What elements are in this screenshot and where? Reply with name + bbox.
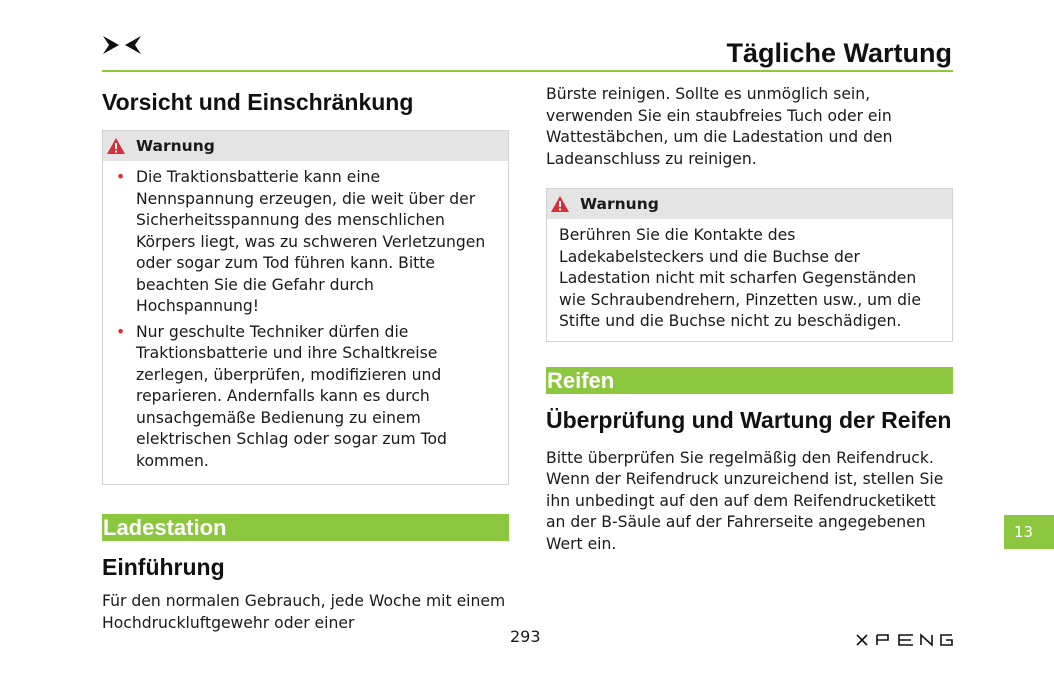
right-column (546, 80, 953, 555)
warning-list (115, 167, 498, 472)
subheading-tire-inspection: Überprüfung und Wartung der Reifen (546, 406, 952, 433)
page-number: 293 (510, 627, 541, 646)
warning-text: Berühren Sie die Kontakte des Ladekabelsteckers und die Buchse der Ladestation nicht mit scharfen Gegenständen wie Schraubendrehern, Pinzetten usw., um die Stifte und die Buchse nicht zu beschädigen. (559, 226, 921, 330)
warning-item-text: Die Traktionsbatterie kann eine Nennspannung erzeugen, die weit über der Sicherheitsspannung des menschlichen Körpers liegt, was zu schweren Verletzungen oder sogar zum Tod führen kann. Bitte beachten Sie die Gefahr durch Hochspannung! (136, 168, 486, 315)
warning-box (102, 130, 509, 485)
left-column (102, 80, 509, 634)
body-paragraph: Bürste reinigen. Sollte es unmöglich sein, verwenden Sie ein staubfreies Tuch oder ein Wattestäbchen, um die Ladestation und den Ladeanschluss zu reinigen. (546, 85, 893, 168)
warning-header (103, 131, 508, 161)
bullet: • (116, 322, 126, 341)
warning-label: Warnung (580, 195, 659, 213)
chapter-tab[interactable]: 13 (1004, 515, 1054, 549)
body-paragraph: Für den normalen Gebrauch, jede Woche mit einem Hochdruckluftgewehr oder einer (102, 592, 506, 632)
bullet: • (116, 168, 126, 186)
list-item (115, 167, 498, 318)
warning-body (103, 161, 508, 484)
subheading-introduction: Einführung (102, 554, 225, 580)
warning-label: Warnung (136, 137, 215, 155)
xpeng-wordmark-logo (855, 633, 954, 647)
warning-item-text: Nur geschulte Techniker dürfen die Traktionsbatterie und ihre Schaltkreise zerlegen, überprüfen, modifizieren und reparieren. Andernfalls kann es durch unsachgemäße Bedienung zu einem elektrischen Schlag oder sogar zum Tod kommen. (136, 322, 447, 470)
xpeng-wing-icon (102, 34, 142, 56)
section-heading-caution: Vorsicht und Einschränkung (102, 89, 414, 115)
warning-triangle-icon (106, 137, 126, 155)
warning-box (546, 188, 953, 342)
chapter-title: Tägliche Wartung (726, 38, 952, 68)
section-bar-tires: Reifen (546, 367, 953, 394)
warning-triangle-icon (550, 195, 570, 213)
list-item (115, 322, 498, 473)
header-rule (102, 70, 953, 72)
section-bar-charging-station: Ladestation (102, 514, 509, 541)
body-paragraph: Bitte überprüfen Sie regelmäßig den Reifendruck. Wenn der Reifendruck unzureichend ist, stellen Sie ihn unbedingt auf den auf dem Reifendrucketikett an der B-Säule auf der Fahrerseite angegebenen Wert ein. (546, 448, 944, 553)
warning-header (547, 189, 952, 219)
warning-body (547, 219, 952, 341)
